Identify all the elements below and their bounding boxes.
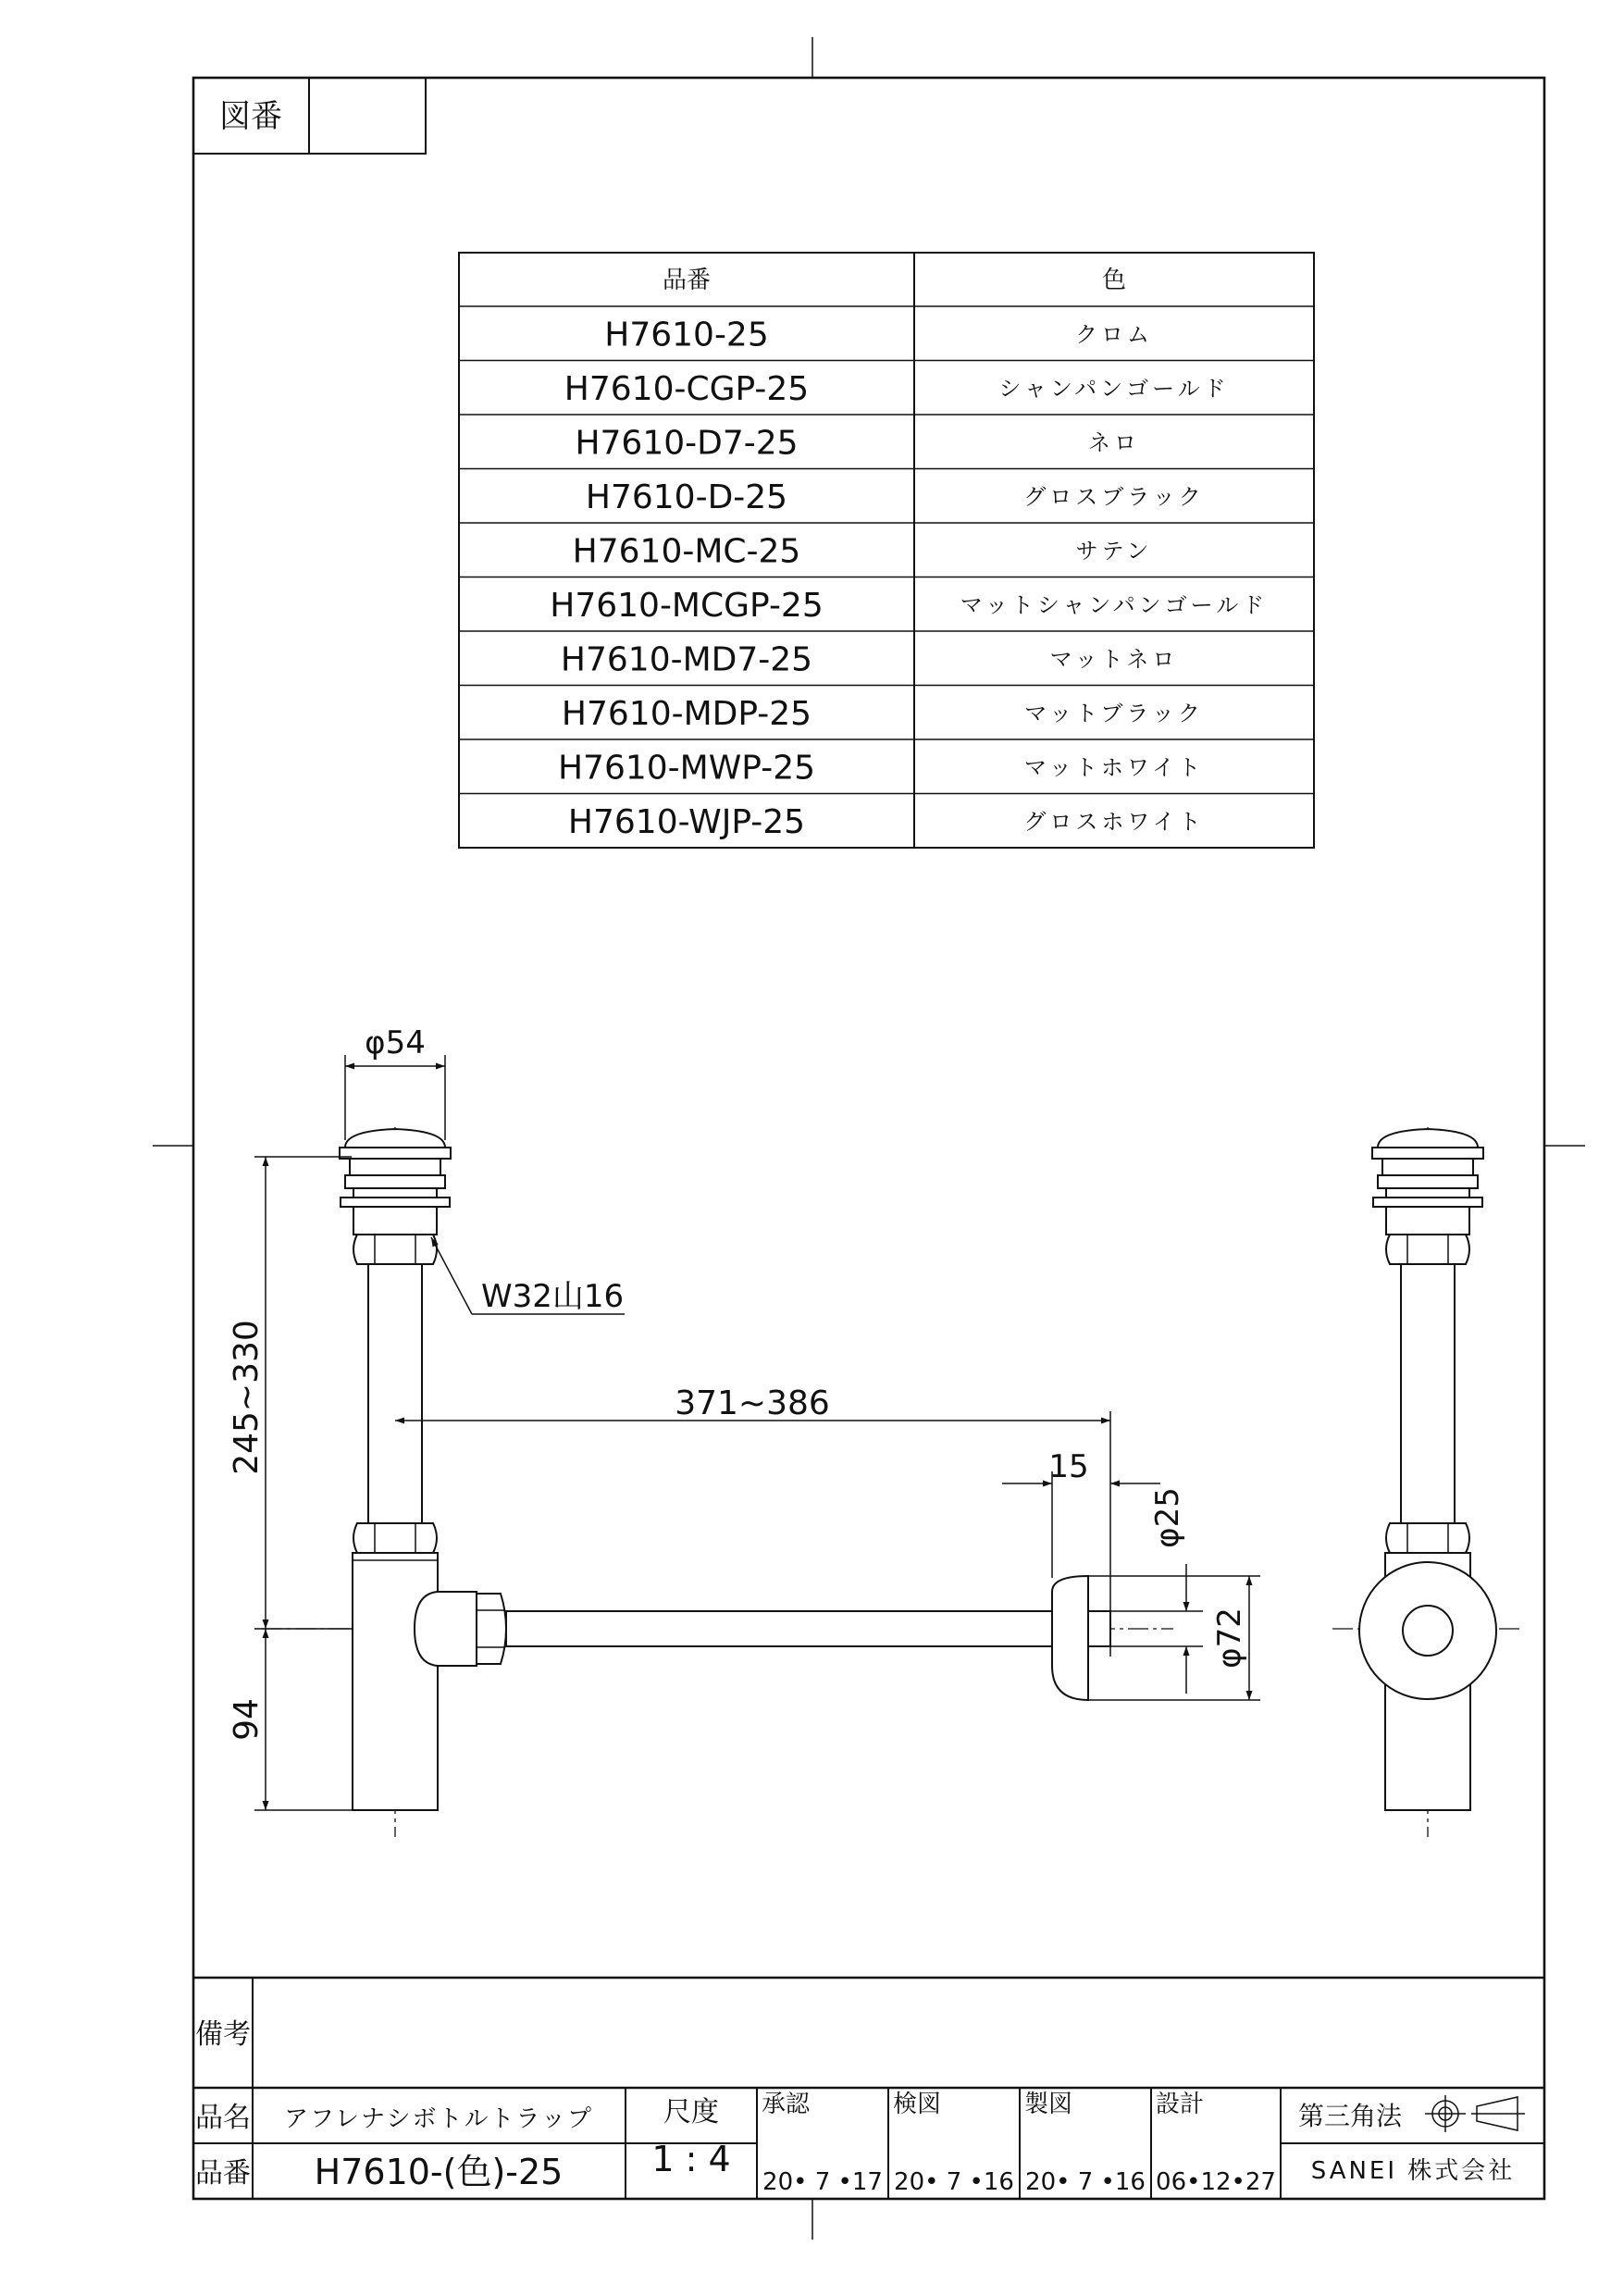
dim-diameter-54: φ54 xyxy=(365,1024,426,1061)
dim-diameter-25: φ25 xyxy=(1149,1487,1186,1548)
table-cell-color: マットネロ xyxy=(1049,646,1179,673)
number-value: H7610-(色)-25 xyxy=(314,2152,564,2192)
dim-diameter-72: φ72 xyxy=(1211,1607,1248,1669)
table-cell-part-number: H7610-MDP-25 xyxy=(561,694,812,733)
side-view xyxy=(1332,1127,1523,1837)
number-label: 品番 xyxy=(195,2157,251,2190)
table-cell-color: クロム xyxy=(1075,321,1153,348)
title-block xyxy=(193,1978,1544,2199)
design-label: 設計 xyxy=(1156,2091,1205,2118)
name-label: 品名 xyxy=(195,2102,251,2134)
dim-15: 15 xyxy=(1048,1448,1089,1485)
third-angle-projection-icon xyxy=(1425,2095,1525,2132)
dim-lower: 94 xyxy=(228,1698,266,1741)
name-value: アフレナシボトルトラップ xyxy=(284,2105,593,2133)
table-cell-part-number: H7610-D7-25 xyxy=(575,424,799,463)
drawn-label: 製図 xyxy=(1024,2091,1073,2118)
dim-thread: W32山16 xyxy=(481,1278,625,1315)
design-date: 06•12•27 xyxy=(1156,2168,1276,2196)
checked-label: 検図 xyxy=(893,2091,942,2118)
approved-date: 20• 7 •17 xyxy=(762,2168,883,2196)
drawing-number-box xyxy=(193,78,426,154)
table-cell-part-number: H7610-CGP-25 xyxy=(564,369,810,408)
dim-height: 245~330 xyxy=(228,1320,266,1475)
projection-label: 第三角法 xyxy=(1298,2101,1403,2131)
table-cell-color: グロスホワイト xyxy=(1023,808,1205,835)
table-cell-part-number: H7610-MD7-25 xyxy=(560,640,813,679)
table-header-color: 色 xyxy=(1101,267,1127,294)
dim-length: 371~386 xyxy=(675,1384,830,1422)
remarks-label: 備考 xyxy=(195,2018,251,2051)
table-header-part: 品番 xyxy=(662,267,712,294)
table-cell-color: マットホワイト xyxy=(1023,754,1205,781)
table-cell-part-number: H7610-25 xyxy=(604,316,769,354)
table-cell-color: グロスブラック xyxy=(1023,483,1205,510)
product-table xyxy=(459,253,1314,848)
table-cell-part-number: H7610-MC-25 xyxy=(572,532,801,571)
company-name: SANEI 株式会社 xyxy=(1310,2157,1516,2185)
table-cell-color: サテン xyxy=(1075,538,1153,565)
table-cell-color: マットブラック xyxy=(1024,700,1204,726)
table-cell-color: マットシャンパンゴールド xyxy=(960,591,1269,618)
table-cell-part-number: H7610-MCGP-25 xyxy=(550,586,824,625)
table-cell-color: ネロ xyxy=(1088,429,1140,456)
approved-label: 承認 xyxy=(762,2091,811,2118)
table-cell-part-number: H7610-WJP-25 xyxy=(567,802,806,841)
checked-date: 20• 7 •16 xyxy=(894,2168,1014,2196)
drawing-number-label: 図番 xyxy=(219,98,282,135)
table-cell-color: シャンパンゴールド xyxy=(998,375,1230,402)
table-cell-part-number: H7610-MWP-25 xyxy=(557,749,816,788)
table-cell-part-number: H7610-D-25 xyxy=(585,478,788,516)
scale-value: 1 : 4 xyxy=(651,2139,731,2179)
drawn-date: 20• 7 •16 xyxy=(1025,2168,1146,2196)
scale-label: 尺度 xyxy=(663,2096,719,2128)
front-view xyxy=(262,1127,1173,1837)
